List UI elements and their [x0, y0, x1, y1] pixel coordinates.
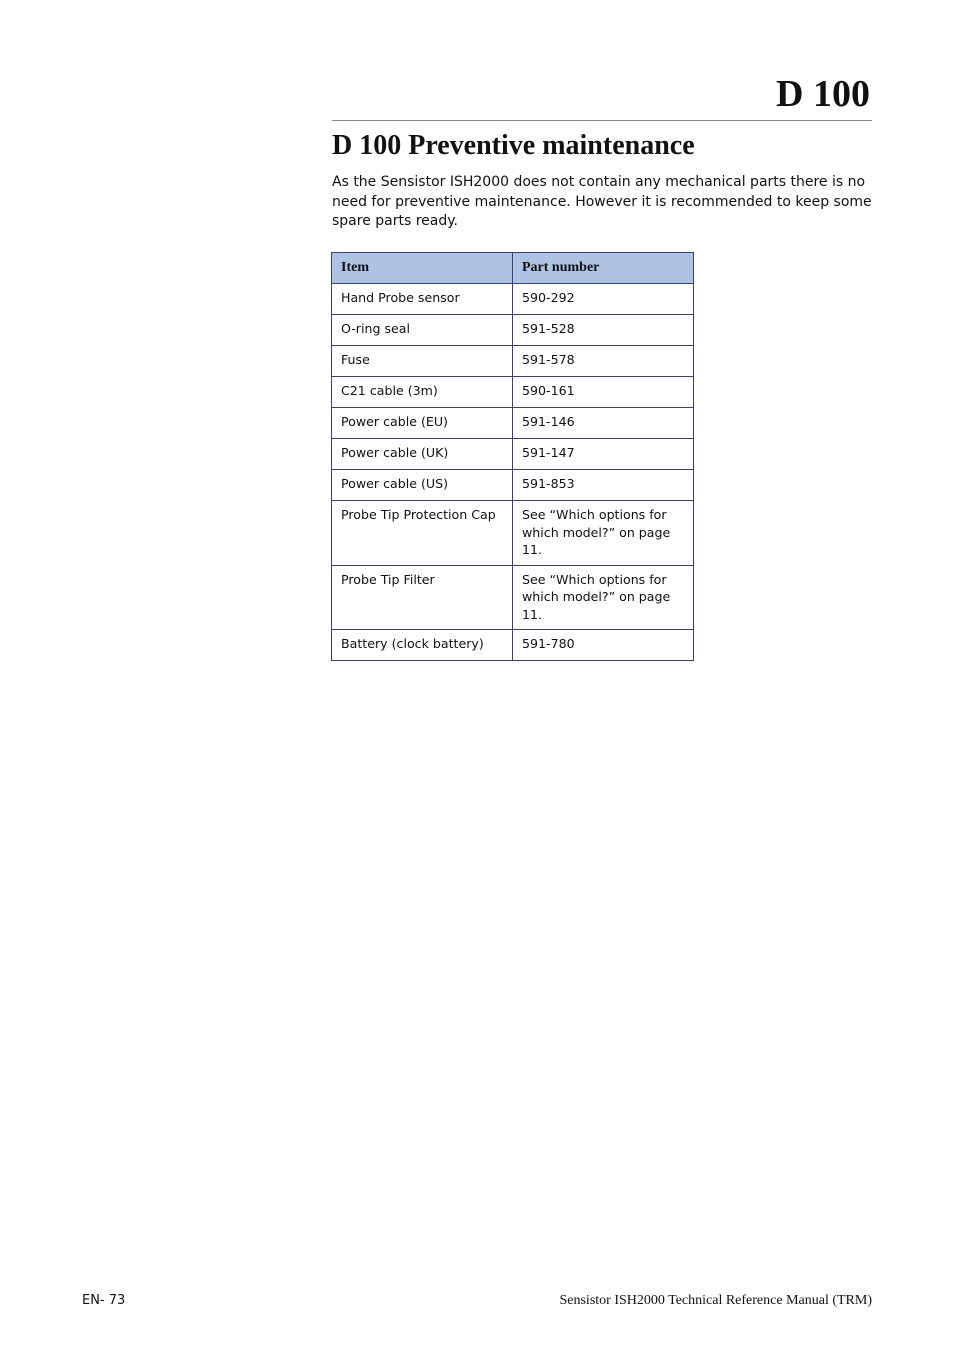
column-header-item: Item	[332, 253, 513, 284]
spare-parts-table	[331, 252, 694, 661]
section-title: D 100 Preventive maintenance	[332, 130, 695, 161]
part-number-cell: 591-146	[513, 408, 694, 439]
part-number-cell: 590-161	[513, 377, 694, 408]
column-header-part-number: Part number	[513, 253, 694, 284]
page-number: EN- 73	[82, 1293, 126, 1308]
part-number-cell: See “Which options for which model?” on page 11.	[513, 501, 694, 566]
table-row	[332, 630, 694, 661]
item-cell: Power cable (US)	[332, 470, 513, 501]
part-number-cell: 591-578	[513, 346, 694, 377]
part-number-cell: 591-147	[513, 439, 694, 470]
table-row	[332, 346, 694, 377]
table-row	[332, 315, 694, 346]
item-cell: O-ring seal	[332, 315, 513, 346]
table-header-row	[332, 253, 694, 284]
part-number-cell: 591-528	[513, 315, 694, 346]
table-row	[332, 408, 694, 439]
header-divider	[332, 120, 872, 121]
part-number-cell: 591-780	[513, 630, 694, 661]
part-number-cell: 591-853	[513, 470, 694, 501]
part-number-cell: See “Which options for which model?” on page 11.	[513, 565, 694, 630]
table-row	[332, 284, 694, 315]
item-cell: Power cable (UK)	[332, 439, 513, 470]
table-row	[332, 470, 694, 501]
table-row	[332, 377, 694, 408]
manual-title: Sensistor ISH2000 Technical Reference Manual (TRM)	[559, 1293, 872, 1308]
part-number-cell: 590-292	[513, 284, 694, 315]
item-cell: Probe Tip Protection Cap	[332, 501, 513, 566]
item-cell: Power cable (EU)	[332, 408, 513, 439]
item-cell: Probe Tip Filter	[332, 565, 513, 630]
item-cell: Fuse	[332, 346, 513, 377]
table-row	[332, 565, 694, 630]
item-cell: C21 cable (3m)	[332, 377, 513, 408]
intro-paragraph: As the Sensistor ISH2000 does not contain any mechanical parts there is no need for preventive maintenance. However it is recommended to keep some spare parts ready.	[332, 174, 872, 230]
chapter-label: D 100	[776, 73, 870, 115]
item-cell: Battery (clock battery)	[332, 630, 513, 661]
table-row	[332, 439, 694, 470]
item-cell: Hand Probe sensor	[332, 284, 513, 315]
table-row	[332, 501, 694, 566]
